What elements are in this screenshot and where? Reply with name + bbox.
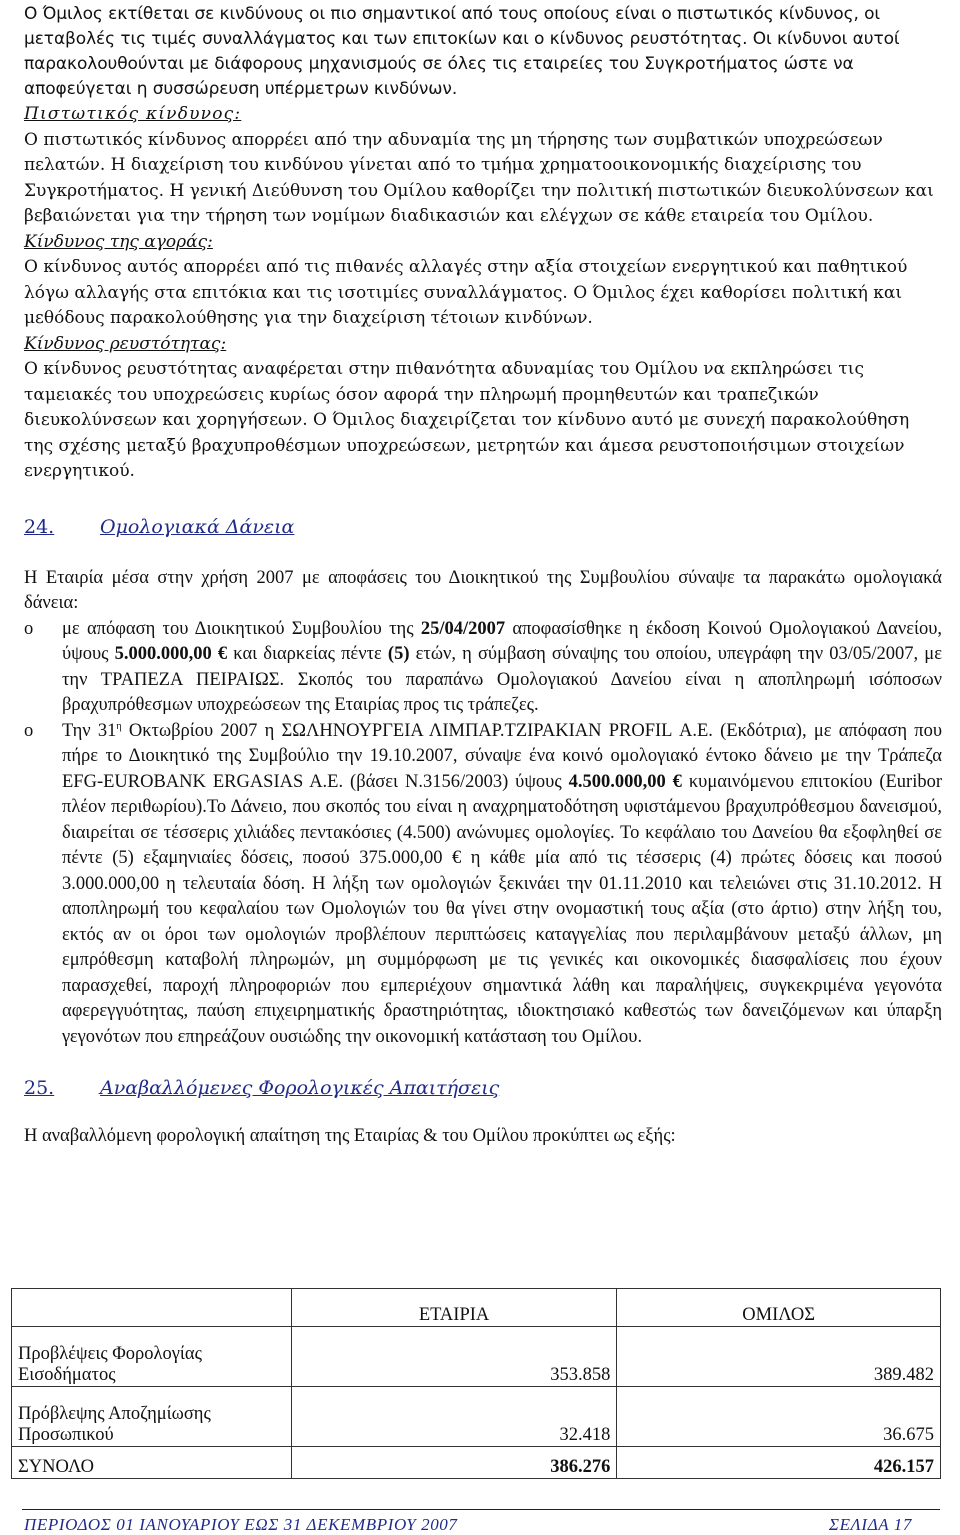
bond-loan-text-1 <box>62 617 942 719</box>
text-run: κυμαινόμενου επιτοκίου (Euribor πλέον περιθωρίου).Το Δάνειο, που σκοπός του είναι η αναχρηματοδότηση υφιστάμενου βραχυπρόθεσμου δανεισμού, διαιρείται σε τέσσερις χιλιάδες πεντακόσιες (4.500) ανώνυμες ομολογίες. Το κεφάλαιο του Δανείου θα εξοφληθεί σε πέντε (5) εξαμηνιαίες δόσεις, ποσού 375.000,00 € η κάθε μία από τις τέσσερις (4) πρώτες δόσεις και ποσού 3.000.000,00 η τελευταία δόση. Η λήξη των ομολογιών ξεκινάει την 01.11.2010 και τελειώνει στις 31.10.2012. Η αποπληρωμή του κεφαλαίου των Ομολογιών του θα γίνει στην ονομαστική τους αξία (στο άρτιο) στην λήξη του, εκτός αν οι όροι των ομολογιών προβλέπουν περιπτώσεις καταγγελίας που περιλαμβάνουν μεταξύ άλλων, μη εμπρόθεσμη καταβολή πληρωμών, μη συμμόρφωση με τις γενικές και οικονομικές διασφαλίσεις που έχουν παρασχεθεί, παροχή πληροφοριών που εμπεριέχουν σημαντικά λάθη και παραλήψεις, συγκεκριμένα γεγονότα αφερεγγυότητας, παύση επιχειρηματικής δραστηριότητας, ιδιοκτησιακό καθεστώς των δανειζόμενων και ύπαρξη γεγονότων που επηρεάζουν ουσιώδης την οικονομική κατάσταση του Ομίλου. <box>62 771 943 1047</box>
bullet-mark: o <box>24 618 34 639</box>
footer-period: ΠΕΡΙΟΔΟΣ 01 ΙΑΝΟΥΑΡΙΟΥ ΕΩΣ 31 ΔΕΚΕΜΒΡΙΟΥ 2007 <box>24 1515 458 1534</box>
footer-page-number: ΣΕΛΙΔΑ 17 <box>828 1515 912 1534</box>
table-total-row <box>12 1447 941 1479</box>
label-line: Προβλέψεις Φορολογίας <box>18 1344 202 1364</box>
table-row-label <box>12 1387 292 1447</box>
table-cell-group: 36.675 <box>617 1387 941 1447</box>
section-25-title: Αναβαλλόμενες Φορολογικές Απαιτήσεις <box>100 1077 500 1099</box>
bond-loan-text-2 <box>62 719 942 1051</box>
liquidity-risk-text: Ο κίνδυνος ρευστότητας αναφέρεται στην πιθανότητα αδυναμίας του Ομίλου να εκπληρώσει τις ταμειακές του υποχρεώσεις κυρίως όσον αφορά την πληρωμή προμηθευτών και τραπεζικών διευκολύνσεων και χορηγήσεων. Ο Όμιλος διαχειρίζεται τον κίνδυνο αυτό με συνεχή παρακολούθηση της σχέσης μεταξύ βραχυπροθέσμων υποχρεώσεων, μετρητών και άμεσα ρευστοποιήσιμων στοιχείων ενεργητικού. <box>24 359 910 481</box>
table-header-empty <box>12 1289 292 1327</box>
loan-years: (5) <box>387 644 410 664</box>
bullet-mark: o <box>24 720 34 741</box>
section-25-number: 25. <box>24 1077 55 1099</box>
text-run: και διαρκείας πέντε <box>227 644 388 664</box>
table-header-group: ΟΜΙΛΟΣ <box>617 1289 941 1327</box>
section-24-title: Ομολογιακά Δάνεια <box>100 515 295 538</box>
deferred-tax-table <box>11 1288 941 1479</box>
table-row <box>12 1327 941 1387</box>
intro-paragraph: Ο Όμιλος εκτίθεται σε κινδύνους οι πιο σημαντικοί από τους οποίους είναι ο πιστωτικός κίνδυνος, οι μεταβολές τις τιμές συναλλάγματος και των επιτοκίων και ο κίνδυνος ρευστότητας. Οι κίνδυνοι αυτοί παρακολουθούνται με διάφορους μηχανισμούς σε όλες τις εταιρείες του Συγκροτήματος ώστε να αποφεύγεται η συσσώρευση υπέρμετρων κινδύνων. <box>24 4 900 99</box>
text-run: Την 31 <box>62 720 117 741</box>
table-cell-group: 389.482 <box>617 1327 941 1387</box>
table-total-label: ΣΥΝΟΛΟ <box>12 1447 292 1479</box>
bond-loan-item-1 <box>24 617 942 719</box>
table-total-group: 426.157 <box>617 1447 941 1479</box>
bond-loan-item-2 <box>24 719 942 1051</box>
label-line: Εισοδήματος <box>18 1365 116 1385</box>
loan-amount: 5.000.000,00 € <box>114 644 228 664</box>
loan-amount: 4.500.000,00 € <box>568 771 682 792</box>
credit-risk-text: Ο πιστωτικός κίνδυνος απορρέει από την αδυναμία της μη τήρησης των συμβατικών υποχρεώσεων πελατών. Η διαχείριση του κινδύνου γίνεται από το τμήμα χρηματοοικονομικής διαχείρισης του Συγκροτήματος. Η γενική Διεύθυνση του Ομίλου καθορίζει την πολιτική πιστωτικών διευκολύνσεων και βεβαιώνεται για την τήρηση των νομίμων διαδικασιών και ελέγχων σε κάθε εταιρεία του Ομίλου. <box>24 129 934 226</box>
table-total-company: 386.276 <box>291 1447 617 1479</box>
label-line: Προσωπικού <box>18 1425 114 1445</box>
label-line: Πρόβλεψης Αποζημίωσης <box>18 1404 211 1424</box>
page-footer <box>24 1515 912 1535</box>
table-row <box>12 1387 941 1447</box>
table-cell-company: 353.858 <box>291 1327 617 1387</box>
section-24-lead: Η Εταιρία μέσα στην χρήση 2007 με αποφάσεις του Διοικητικού της Συμβουλίου σύναψε τα παρακάτω ομολογιακά δάνεια: <box>24 567 942 613</box>
table-header-company: ΕΤΑΙΡΙΑ <box>291 1289 617 1327</box>
liquidity-risk-heading: Κίνδυνος ρευστότητας: <box>24 333 227 354</box>
superscript: η <box>116 720 122 732</box>
table-row-label <box>12 1327 292 1387</box>
table-header-row <box>12 1289 941 1327</box>
credit-risk-heading: Πιστωτικός κίνδυνος: <box>24 104 242 124</box>
text-run: ετών, η σύμβαση σύναψης του οποίου, υπεγράφη την 03/05/2007, με την ΤΡΑΠΕΖΑ ΠΕΙΡΑΙΩΣ. Σκοπός του παραπάνω Ομολογιακού Δανείου είναι η αποπληρωμή ισόποσων βραχυπρόθεσμων υποχρεώσεων της Εταιρίας προς τις τράπεζες. <box>62 644 942 715</box>
market-risk-heading: Κίνδυνος της αγοράς: <box>24 231 213 252</box>
text-run: αποφασίσθηκε η έκδοση Κοινού Ομολογιακού Δανείου, ύψους <box>62 618 942 664</box>
document-page <box>24 0 942 1150</box>
text-run: με απόφαση του Διοικητικού Συμβουλίου της <box>62 618 421 639</box>
resolution-date: 25/04/2007 <box>420 618 506 639</box>
market-risk-text: Ο κίνδυνος αυτός απορρέει από τις πιθανές αλλαγές στην αξία στοιχείων ενεργητικού και παθητικού λόγω αλλαγής στα επιτόκια και τις ισοτιμίες συναλλάγματος. Ο Όμιλος έχει καθορίσει πολιτική και μεθόδους παρακολούθησης για την διαχείριση τέτοιων κινδύνων. <box>24 257 908 328</box>
section-25-heading <box>24 1074 942 1102</box>
section-24-number: 24. <box>24 515 55 538</box>
text-run: Οκτωβρίου 2007 η ΣΩΛΗΝΟΥΡΓΕΙΑ ΛΙΜΠΑΡ.ΤΖΙΡΑΚΙΑΝ PROFIL Α.Ε. (Εκδότρια), με απόφαση που πήρε το Διοικητικό της Συμβούλιο την 19.10.2007, σύναψε ένα κοινό ομολογιακό έντοκο δάνειο με την Τράπεζα EFG-EUROBANK ERGASIAS A.E. (βάσει Ν.3156/2003) ύψους <box>62 720 942 792</box>
section-24-heading <box>24 513 942 541</box>
section-25-lead: Η αναβαλλόμενη φορολογική απαίτηση της Εταιρίας & του Ομίλου προκύπτει ως εξής: <box>24 1126 676 1146</box>
table-cell-company: 32.418 <box>291 1387 617 1447</box>
footer-divider <box>22 1509 940 1510</box>
